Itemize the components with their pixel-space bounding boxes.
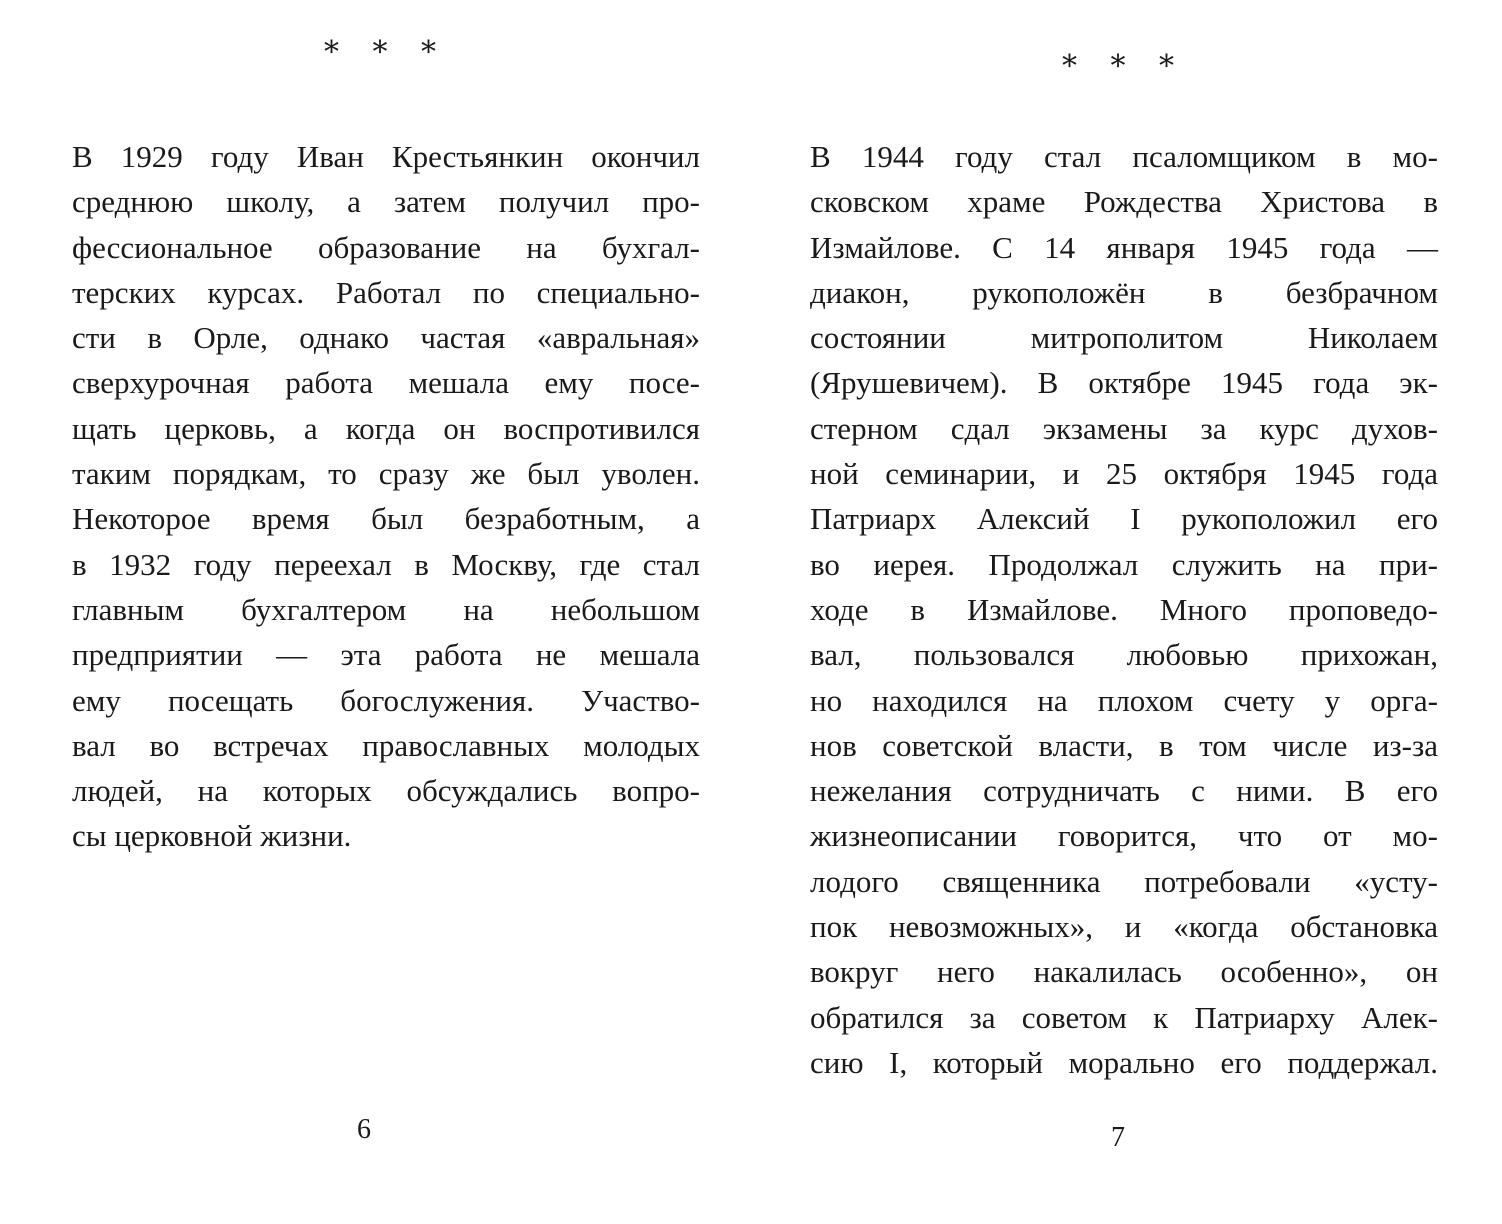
text-line: сию I, который морально его поддержал.	[810, 1044, 1438, 1080]
text-line: ходе в Измайлове. Много проповедо-	[810, 591, 1438, 627]
text-line: сковском храме Рождества Христова в	[810, 184, 1438, 220]
page-number: 7	[1111, 1122, 1125, 1153]
text-line: фессиональное образование на бухгал-	[72, 229, 700, 265]
text-line: пок невозможных», и «когда обстановка	[810, 909, 1438, 945]
section-ornament: * * *	[1061, 49, 1187, 84]
text-line: состоянии митрополитом Николаем	[810, 320, 1438, 356]
section-ornament: * * *	[323, 35, 449, 70]
text-line: людей, на которых обсуждались вопро-	[72, 773, 700, 809]
text-line: обратился за советом к Патриарху Алек-	[810, 999, 1438, 1035]
left-page	[72, 0, 700, 1224]
text-line: Некоторое время был безработным, а	[72, 501, 700, 537]
text-line: вал во встречах православных молодых	[72, 727, 700, 763]
text-line: вал, пользовался любовью прихожан,	[810, 637, 1438, 673]
text-line: но находился на плохом счету у орга-	[810, 682, 1438, 718]
text-line: В 1929 году Иван Крестьянкин окончил	[72, 139, 700, 174]
text-line: жизнеописании говорится, что от мо-	[810, 818, 1438, 854]
text-line: в 1932 году переехал в Москву, где стал	[72, 546, 700, 582]
text-line: В 1944 году стал псаломщиком в мо-	[810, 139, 1438, 174]
text-line: во иерея. Продолжал служить на при-	[810, 546, 1438, 582]
text-line: ему посещать богослужения. Участво-	[72, 682, 700, 718]
text-line: сверхурочная работа мешала ему посе-	[72, 365, 700, 401]
text-line: лодого священника потребовали «усту-	[810, 863, 1438, 899]
text-line: Патриарх Алексий I рукоположил его	[810, 501, 1438, 537]
text-line: нов советской власти, в том числе из-за	[810, 727, 1438, 763]
text-line: среднюю школу, а затем получил про-	[72, 184, 700, 220]
text-line: предприятии — эта работа не мешала	[72, 637, 700, 673]
text-line: ной семинарии, и 25 октября 1945 года	[810, 456, 1438, 492]
text-line: (Ярушевичем). В октябре 1945 года эк-	[810, 365, 1438, 401]
text-line: главным бухгалтером на небольшом	[72, 591, 700, 627]
text-line: нежелания сотрудничать с ними. В его	[810, 773, 1438, 809]
text-line: щать церковь, а когда он воспротивился	[72, 410, 700, 446]
right-page	[810, 0, 1438, 1224]
text-line: диакон, рукоположён в безбрачном	[810, 274, 1438, 310]
text-line: вокруг него накалилась особенно», он	[810, 954, 1438, 990]
page-number: 6	[357, 1114, 371, 1145]
text-line: сы церковной жизни.	[72, 818, 352, 854]
text-line: сти в Орле, однако частая «авральная»	[72, 320, 700, 356]
text-line: Измайлове. С 14 января 1945 года —	[810, 229, 1438, 265]
right-page-text	[810, 134, 1438, 1085]
text-line: таким порядкам, то сразу же был уволен.	[72, 456, 700, 492]
left-page-text	[72, 134, 700, 859]
text-line: терских курсах. Работал по специально-	[72, 274, 700, 310]
text-line: стерном сдал экзамены за курс духов-	[810, 410, 1438, 446]
